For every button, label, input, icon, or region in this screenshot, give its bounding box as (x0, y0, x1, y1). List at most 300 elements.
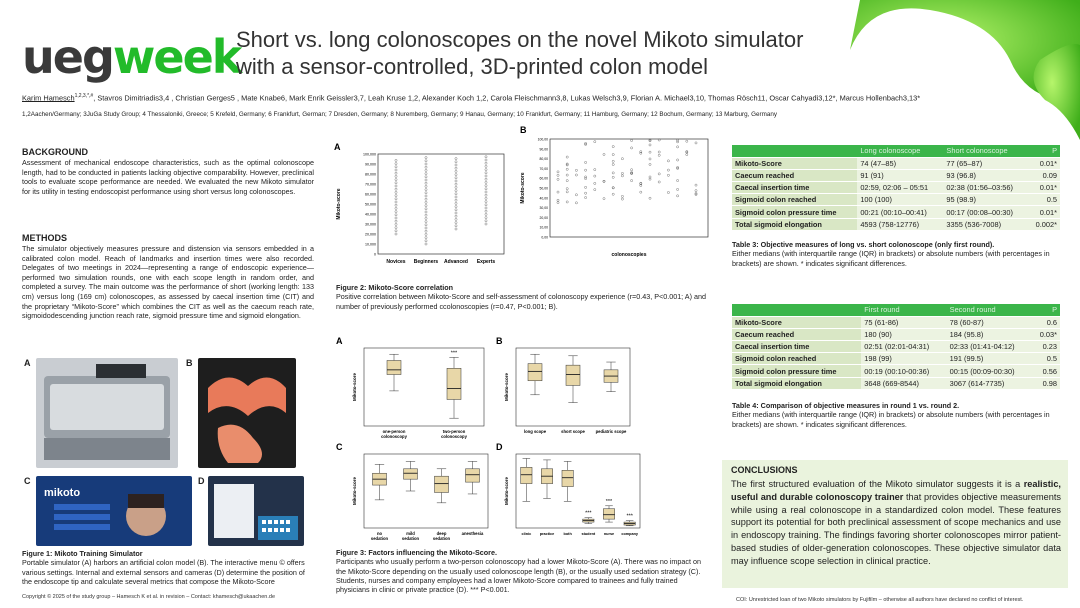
table4-caption-text: Either medians (with interquartile range (IQR) in brackets) or absolute numbers (with percentages in brackets) are shown. * indicates significant differences. (732, 410, 1050, 429)
data-point (425, 224, 427, 226)
data-point (425, 217, 427, 219)
data-point (425, 173, 427, 175)
y-tick-label: 20,00 (539, 215, 548, 220)
data-point (575, 169, 577, 171)
data-point (566, 191, 568, 193)
data-point (612, 193, 614, 195)
x-tick-label: long scope (523, 429, 547, 434)
table-row (732, 182, 1060, 194)
data-point (455, 180, 457, 182)
data-point (649, 144, 651, 146)
table-header-cell: Short colonoscope (943, 145, 1028, 157)
table-header-cell (732, 145, 857, 157)
data-point (425, 160, 427, 162)
data-point (585, 192, 587, 194)
data-point (485, 217, 487, 219)
data-point (485, 194, 487, 196)
table-cell: 00:17 (00:08–00:30) (943, 206, 1028, 218)
data-point (425, 169, 427, 171)
data-point (455, 215, 457, 217)
table-cell: 100 (100) (857, 194, 943, 206)
poster-title (236, 26, 856, 80)
data-point (485, 188, 487, 190)
plot-frame (364, 454, 488, 528)
data-point (485, 223, 487, 225)
logo-week: week (112, 30, 241, 84)
data-point (485, 191, 487, 193)
conclusions-text-a: The first structured evaluation of the Mikoto simulator suggests it is a (731, 479, 1024, 489)
table-header-cell: Long colonoscope (857, 145, 943, 157)
data-point (455, 161, 457, 163)
table-cell: 0.6 (1032, 316, 1060, 328)
footer-copyright: Copyright © 2025 of the study group – Hamesch K et al. in revision – Contact: khamesch@ukaachen.de (22, 594, 275, 600)
panel-label: A (336, 336, 343, 346)
data-point (594, 189, 596, 191)
table-cell: Caecal insertion time (732, 341, 861, 353)
table-cell: 3648 (669-8544) (861, 377, 946, 389)
table-header-cell (732, 304, 861, 316)
table-cell: Mikoto-Score (732, 316, 861, 328)
data-point (395, 175, 397, 177)
data-point (395, 233, 397, 235)
data-point (455, 199, 457, 201)
table3-caption (732, 240, 1062, 268)
data-point (485, 210, 487, 212)
data-point (649, 178, 651, 180)
box (528, 364, 542, 381)
ueg-week-logo (22, 30, 241, 84)
fig2-caption-text: Positive correlation between Mikoto-Score and self-assessment of colonoscopy experience (r=0.43, P<0.001; A) and number of previously performed ccolonoscopies (r=0.47, P<0.001; B). (336, 292, 706, 311)
fig1-caption-title: Figure 1: Mikoto Training Simulator (22, 549, 143, 558)
table-cell: 0.03* (1032, 328, 1060, 340)
first-author-affil: 1,2,3,*,# (74, 93, 94, 99)
data-point (585, 196, 587, 198)
data-point (612, 176, 614, 178)
data-point (585, 177, 587, 179)
data-point (425, 230, 427, 232)
box (562, 470, 573, 486)
table-cell: Mikoto-Score (732, 157, 857, 169)
data-point (425, 157, 427, 159)
x-tick-label: sedation (401, 536, 420, 541)
table-cell: 0.23 (1032, 341, 1060, 353)
data-point (425, 163, 427, 165)
data-point (667, 174, 669, 176)
data-point (649, 151, 651, 153)
data-point (455, 222, 457, 224)
data-point (677, 159, 679, 161)
table-cell: 75 (61-86) (861, 316, 946, 328)
table-cell: 0.98 (1032, 377, 1060, 389)
y-axis-label: Mikoto-score (336, 188, 342, 220)
table-cell: 3355 (536-7008) (943, 218, 1028, 230)
data-point (612, 160, 614, 162)
fig2-caption (336, 283, 712, 311)
data-point (395, 185, 397, 187)
table-cell: 91 (91) (857, 169, 943, 181)
table-row (732, 316, 1060, 328)
data-point (566, 201, 568, 203)
data-point (485, 204, 487, 206)
table-cell: 0.01* (1028, 157, 1060, 169)
data-point (485, 162, 487, 164)
significance-label: *** (450, 350, 458, 357)
data-point (667, 160, 669, 162)
title-line-2: with a sensor-controlled, 3D-printed colon model (236, 54, 709, 79)
data-point (612, 153, 614, 155)
y-tick-label: 90,000 (365, 162, 376, 167)
data-point (425, 192, 427, 194)
x-tick-label: company (621, 532, 639, 536)
data-point (485, 207, 487, 209)
data-point (455, 186, 457, 188)
data-point (395, 172, 397, 174)
data-point (612, 163, 614, 165)
data-point (425, 185, 427, 187)
data-point (395, 188, 397, 190)
table-cell: Sigmoid colon reached (732, 353, 861, 365)
data-point (485, 165, 487, 167)
table-cell: 191 (99.5) (947, 353, 1032, 365)
conclusions-bold: realistic, useful and durable colonoscopy trainer (731, 479, 1061, 502)
data-point (425, 189, 427, 191)
significance-label: *** (626, 513, 633, 520)
data-point (677, 195, 679, 197)
table-cell: 0.09 (1028, 169, 1060, 181)
data-point (585, 161, 587, 163)
data-point (585, 186, 587, 188)
table-header-cell: Second round (947, 304, 1032, 316)
data-point (455, 190, 457, 192)
table-row (732, 218, 1060, 230)
x-tick-label: Beginners (413, 259, 439, 265)
data-point (603, 198, 605, 200)
x-tick-label: mild (406, 531, 415, 536)
fig3-boxplot-b (494, 334, 636, 444)
data-point (566, 174, 568, 176)
plot-frame (364, 348, 484, 426)
fig3-boxplot-c (334, 440, 494, 546)
y-tick-label: 0,00 (541, 235, 548, 240)
table-cell: 0.01* (1028, 182, 1060, 194)
fig3-caption-text: Participants who usually perform a two-person colonoscopy had a lower Mikoto-Score (A). There was no impact on the Mikoto-Score depending on the usually used colonoscope length (B), or the usually used sedation strategy (C). Students, nurses and company employees had a lower Mikoto-Score compared to trainees and fully trained physicians in clinic or private practice (D). *** P<0.001. (336, 557, 702, 595)
table-cell: 00:19 (00:10-00:36) (861, 365, 946, 377)
y-tick-label: 70,000 (365, 182, 376, 187)
table-cell: 02:33 (01:41-04:12) (947, 341, 1032, 353)
box (566, 365, 580, 385)
fig2-caption-title: Figure 2: Mikoto-Score correlation (336, 283, 454, 292)
data-point (557, 191, 559, 193)
data-point (395, 191, 397, 193)
data-point (425, 233, 427, 235)
data-point (455, 170, 457, 172)
data-point (395, 230, 397, 232)
data-point (640, 191, 642, 193)
data-point (575, 202, 577, 204)
data-point (425, 201, 427, 203)
y-tick-label: 10,00 (539, 225, 548, 230)
data-point (621, 158, 623, 160)
data-point (695, 190, 697, 192)
data-point (649, 158, 651, 160)
data-point (603, 153, 605, 155)
y-tick-label: 80,00 (539, 157, 548, 162)
background-heading: BACKGROUND (22, 147, 88, 157)
data-point (455, 174, 457, 176)
data-point (485, 181, 487, 183)
data-point (485, 159, 487, 161)
data-point (566, 180, 568, 182)
fig3-caption (336, 548, 712, 594)
data-point (395, 195, 397, 197)
y-tick-label: 40,000 (365, 212, 376, 217)
data-point (658, 151, 660, 153)
x-tick-label: short scope (561, 429, 585, 434)
data-point (485, 197, 487, 199)
data-point (455, 212, 457, 214)
x-tick-label: Experts (476, 259, 496, 265)
y-tick-label: 40,00 (539, 196, 548, 201)
fig1-label-a: A (24, 358, 31, 368)
first-author: Karim Hamesch (22, 93, 75, 103)
y-tick-label: 50,000 (365, 202, 376, 207)
box (387, 360, 401, 374)
data-point (455, 206, 457, 208)
background-text: Assessment of mechanical endoscope characteristics, such as the optimal colonoscope length, had to be conducted in patients lacking objective comparability. However, preclinical tools to evaluate scope performance are needed. We evaluated the new Mikoto simulator for its utility in testing endoscopist performance using short versus long colonoscopes. (22, 158, 314, 196)
table-header-cell: P (1028, 145, 1060, 157)
y-axis-label: Mikoto-score (504, 372, 509, 402)
data-point (695, 184, 697, 186)
plot-frame (550, 139, 708, 237)
significance-label: *** (585, 510, 592, 517)
box (435, 476, 449, 492)
data-point (677, 188, 679, 190)
x-tick-label: Novices (386, 259, 406, 265)
data-point (677, 179, 679, 181)
x-tick-label: anesthesia (461, 531, 484, 536)
data-point (425, 221, 427, 223)
data-point (455, 228, 457, 230)
table4-caption-title: Table 4: Comparison of objective measures in round 1 vs. round 2. (732, 401, 960, 410)
data-point (425, 166, 427, 168)
simulator-case-photo (36, 358, 178, 468)
data-point (667, 169, 669, 171)
data-point (695, 142, 697, 144)
fig2-scatter-b (518, 125, 714, 265)
table-header-cell: First round (861, 304, 946, 316)
box (466, 469, 480, 482)
panel-label: A (334, 142, 341, 152)
data-point (395, 169, 397, 171)
conclusions-box (722, 460, 1068, 588)
table-cell: Caecum reached (732, 169, 857, 181)
data-point (485, 178, 487, 180)
data-point (631, 139, 633, 141)
data-point (395, 201, 397, 203)
data-point (640, 151, 642, 153)
x-tick-label: deep (436, 531, 447, 536)
author-list (22, 91, 942, 103)
data-point (485, 201, 487, 203)
affiliations: 1,2Aachen/Germany; 3JuGa Study Group; 4 Thessaloniki, Greece; 5 Krefeld, Germany; 6 Frankfurt, German; 7 Dresden, Germany; 8 Nuremberg, Germany; 9 Hanau, Germany; 10 Frankfurt, Germany; 11 Hamburg, Germany; 12 Bochum, Germany; 13 Marburg, Germany (22, 111, 778, 118)
x-tick-label: colonoscopy (381, 434, 407, 439)
data-point (395, 217, 397, 219)
box (603, 509, 614, 519)
data-point (395, 159, 397, 161)
data-point (621, 175, 623, 177)
table-row (732, 365, 1060, 377)
table-cell: 180 (90) (861, 328, 946, 340)
table-cell: 95 (98.9) (943, 194, 1028, 206)
data-point (455, 225, 457, 227)
data-point (686, 153, 688, 155)
data-point (455, 209, 457, 211)
table-cell: 198 (99) (861, 353, 946, 365)
data-point (425, 237, 427, 239)
logo-ueg: ueg (22, 30, 113, 84)
x-tick-label: pediatric scope (595, 429, 627, 434)
data-point (425, 205, 427, 207)
conclusions-heading: CONCLUSIONS (731, 465, 798, 475)
data-point (455, 218, 457, 220)
data-point (677, 146, 679, 148)
data-point (485, 185, 487, 187)
data-point (425, 211, 427, 213)
data-point (649, 176, 651, 178)
data-point (631, 169, 633, 171)
table-cell: 0.002* (1028, 218, 1060, 230)
data-point (594, 141, 596, 143)
data-point (658, 154, 660, 156)
table-header-row (732, 145, 1060, 157)
data-point (455, 158, 457, 160)
table-header-cell: P (1032, 304, 1060, 316)
y-tick-label: 20,000 (365, 232, 376, 237)
data-point (425, 208, 427, 210)
x-tick-label: colonoscopy (441, 434, 467, 439)
table-4 (732, 304, 1060, 390)
footer-coi: COI: Unrestricted loan of two Mikoto simulators by Fujifilm – otherwise all authors have declared no conflict of interest. (736, 597, 1024, 603)
table-cell: Caecal insertion time (732, 182, 857, 194)
table-cell: Caecum reached (732, 328, 861, 340)
data-point (485, 156, 487, 158)
data-point (425, 195, 427, 197)
data-point (677, 139, 679, 141)
data-point (425, 179, 427, 181)
fig3-caption-title: Figure 3: Factors influencing the Mikoto-Score. (336, 548, 497, 557)
data-point (649, 163, 651, 165)
panel-label: D (496, 442, 503, 452)
panel-label: B (496, 336, 503, 346)
panel-label: C (336, 442, 343, 452)
table-cell: 00:15 (00:09-00:30) (947, 365, 1032, 377)
table-cell: Sigmoid colon reached (732, 194, 857, 206)
data-point (612, 172, 614, 174)
x-tick-label: student (581, 532, 596, 536)
data-point (485, 169, 487, 171)
data-point (594, 169, 596, 171)
data-point (425, 243, 427, 245)
x-tick-label: both (563, 532, 572, 536)
y-tick-label: 100,00 (537, 137, 548, 142)
table-cell: 184 (95.8) (947, 328, 1032, 340)
data-point (455, 177, 457, 179)
simulator-menu-screen (36, 476, 192, 546)
data-point (485, 172, 487, 174)
table-cell: 0.56 (1032, 365, 1060, 377)
fig1-caption (22, 549, 314, 586)
table3-caption-text: Either medians (with interquartile range (IQR) in brackets) or absolute numbers (with percentages in brackets) are shown. * indicates significant differences. (732, 249, 1050, 268)
data-point (425, 227, 427, 229)
data-point (395, 207, 397, 209)
y-tick-label: 50,00 (539, 186, 548, 191)
data-point (455, 167, 457, 169)
table-cell: 3067 (614-7735) (947, 377, 1032, 389)
data-point (395, 223, 397, 225)
sensor-screen-photo (208, 476, 304, 546)
conclusions-text (731, 478, 1061, 568)
data-point (395, 214, 397, 216)
x-tick-label: Advanced (444, 259, 468, 265)
table-row (732, 328, 1060, 340)
table-cell: 0.5 (1028, 194, 1060, 206)
table-row (732, 341, 1060, 353)
table-cell: Sigmoid colon pressure time (732, 206, 857, 218)
x-tick-label: no (376, 531, 383, 536)
x-tick-label: clinic (521, 532, 532, 536)
table-cell: 78 (60-87) (947, 316, 1032, 328)
table-row (732, 353, 1060, 365)
data-point (395, 198, 397, 200)
y-tick-label: 30,000 (365, 222, 376, 227)
y-tick-label: 70,00 (539, 166, 548, 171)
co-authors: , Stavros Dimitriadis3,4 , Christian Gerges5 , Mate Knabe6, Mark Enrik Geissler3,7, Leah Kruse 1,2, Alexander Koch 1,2, Carola Fleischmann3,8, Lukas Welsch3,9, Florian A. Michael3,10, Thomas Rösch11, Oscar Cahyadi3,12*, Marcus Hollenbach3,13* (93, 93, 921, 103)
data-point (667, 191, 669, 193)
data-point (557, 171, 559, 173)
colon-model-photo (198, 358, 296, 468)
mikoto-screen-logo: mikoto (44, 487, 81, 499)
data-point (603, 180, 605, 182)
data-point (425, 182, 427, 184)
box (404, 469, 418, 479)
table-cell: 00:21 (00:10–00:41) (857, 206, 943, 218)
data-point (594, 175, 596, 177)
fig3-boxplot-a (334, 334, 490, 444)
data-point (425, 214, 427, 216)
table-row (732, 157, 1060, 169)
table-row (732, 194, 1060, 206)
methods-text: The simulator objectively measures pressure and distension via sensors embedded in a calibrated colon model. Reach of landmarks and insertion times were also recorded. Delegates of two meetings in 2024—representing a range of endoscopic experience—performed two simulation rounds, one with each scope length in random order, and completed a survey. The main outcome was the performance of short (working length: 133 cm) versus long (169 cm) colonoscopes, as assessed by caecal insertion time (CIT) and the proprietary “Mikoto-Score” which combines the CIT as well as the caecum reach rate, sigmoidodescending junction reach rate, sigmoid pressure time and sigmoid elongation. (22, 244, 314, 321)
data-point (557, 199, 559, 201)
y-axis-label: Mikoto-score (352, 372, 357, 402)
x-tick-label: sedation (370, 536, 389, 541)
table-cell: 02:38 (01:56–03:56) (943, 182, 1028, 194)
data-point (585, 169, 587, 171)
data-point (455, 183, 457, 185)
data-point (455, 202, 457, 204)
table-cell: 74 (47–85) (857, 157, 943, 169)
data-point (566, 168, 568, 170)
data-point (658, 181, 660, 183)
data-point (395, 220, 397, 222)
conclusions-text-b: that provides objective measurements while using a real colonoscope in a standardized colon model. These features support its potential for both preclinical assessment of scope mechanics and use in endoscopy training. The findings favoring shorter colonoscopes mirror patient-based studies of older-generation colonoscopes. These objective simulator data may influence scope selection in clinical practice. (731, 491, 1061, 566)
panel-label: B (520, 125, 527, 135)
data-point (425, 240, 427, 242)
fig1-label-c: C (24, 476, 31, 486)
fig1-label-b: B (186, 358, 193, 368)
data-point (658, 173, 660, 175)
data-point (649, 197, 651, 199)
